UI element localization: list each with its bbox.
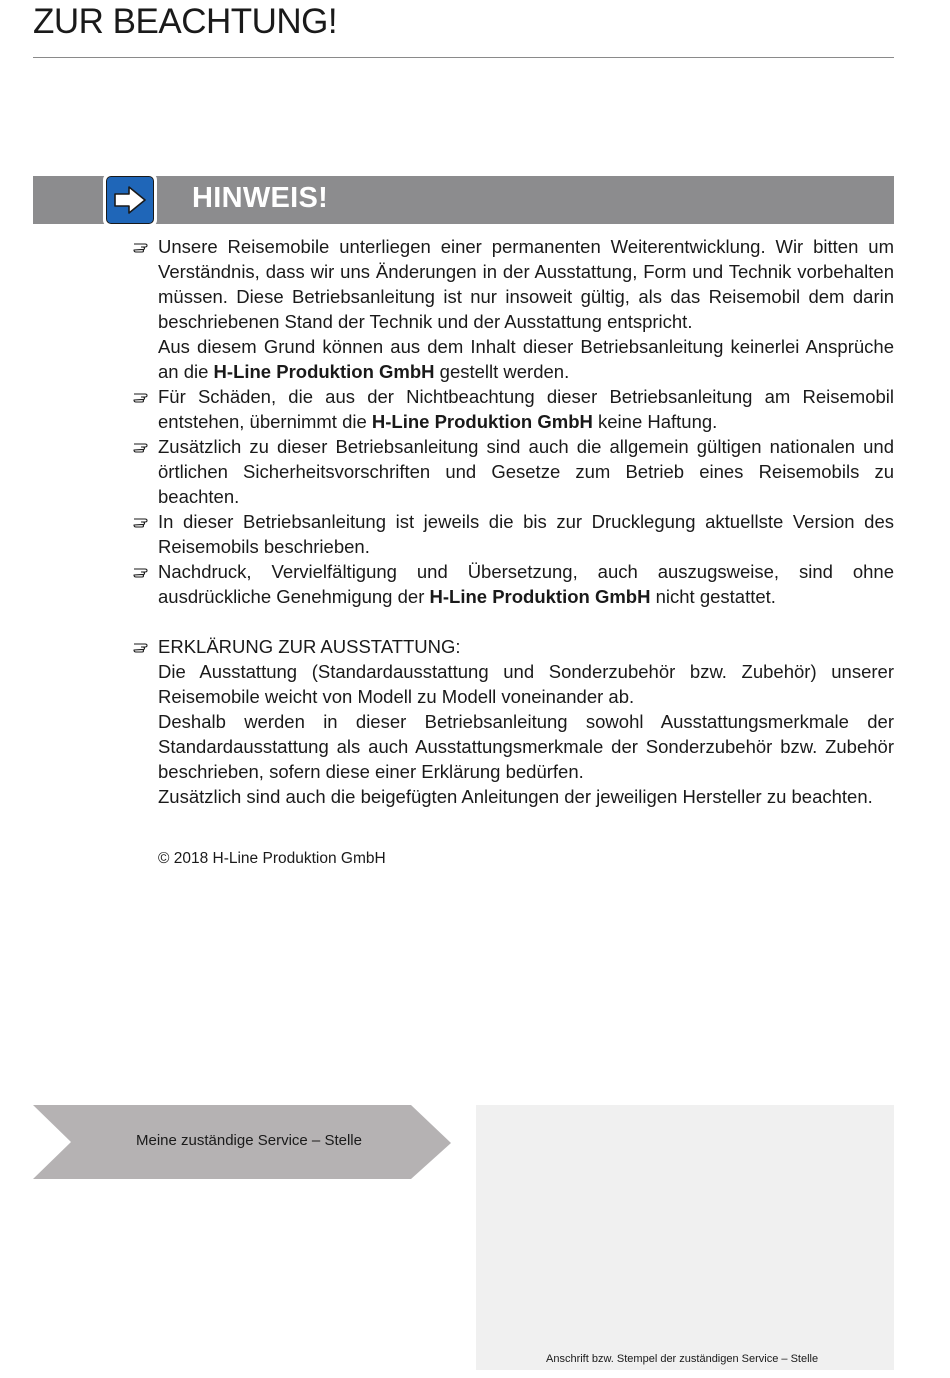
note-text: Für Schäden, die aus der Nichtbeachtung dieser Betriebsanleitung am Reisemobil entstehen, übernimmt die H-Line Produktion GmbH keine Haftung. [158,386,894,432]
notice-banner [33,176,894,224]
list-item [133,634,894,809]
list-item [133,559,894,609]
address-box-caption: Anschrift bzw. Stempel der zuständigen Service – Stelle [546,1353,819,1365]
list-item [133,234,894,384]
address-stamp-box [476,1105,894,1370]
page-title: ZUR BEACHTUNG! [33,2,338,41]
title-divider [33,57,894,58]
right-arrow-icon [103,173,157,227]
notice-heading: HINWEIS! [192,182,329,214]
note-text: Aus diesem Grund können aus dem Inhalt dieser Betriebsanleitung keinerlei Ansprüche an die H-Line Produktion GmbH gestellt werden. [158,336,894,382]
pointing-hand-icon [133,234,153,259]
section-heading: ERKLÄRUNG ZUR AUSSTATTUNG: [158,636,461,657]
notes-list [133,234,894,809]
spacer [133,609,894,634]
note-text: Zusätzlich zu dieser Betriebsanleitung sind auch die allgemein gültigen nationalen und örtlichen Sicherheitsvorschriften und Gesetze zum Betrieb eines Reisemobils zu beachten. [158,436,894,507]
company-name: H-Line Produktion GmbH [213,361,435,382]
list-item [133,509,894,559]
pointing-hand-icon [133,434,153,459]
note-text: Unsere Reisemobile unterliegen einer permanenten Weiterentwicklung. Wir bitten um Verständnis, dass wir uns Änderungen in der Ausstattung, Form und Technik vorbehalten müssen. Diese Betriebsanleitung ist nur insoweit gültig, als das Reisemobil dem darin beschriebenen Stand der Technik und der Ausstattung entspricht. [158,236,894,332]
note-text: Zusätzlich sind auch die beigefügten Anleitungen der jeweiligen Hersteller zu beachten. [158,786,873,807]
pointing-hand-icon [133,634,153,659]
service-label: Meine zuständige Service – Stelle [136,1132,362,1149]
list-item [133,434,894,509]
company-name: H-Line Produktion GmbH [371,411,593,432]
note-text: Nachdruck, Vervielfältigung und Übersetzung, auch auszugsweise, sind ohne ausdrückliche Genehmigung der H-Line Produktion GmbH nicht gestattet. [158,561,894,607]
pointing-hand-icon [133,509,153,534]
pointing-hand-icon [133,559,153,584]
list-item [133,384,894,434]
note-text: Die Ausstattung (Standardausstattung und Sonderzubehör bzw. Zubehör) unserer Reisemobile weicht von Modell zu Modell voneinander ab. [158,661,894,707]
pointing-hand-icon [133,384,153,409]
note-text: Deshalb werden in dieser Betriebsanleitung sowohl Ausstattungsmerkmale der Standardausstattung als auch Ausstattungsmerkmale der Sonderzubehör bzw. Zubehör beschrieben, sofern diese einer Erklärung bedürfen. [158,711,894,782]
note-text: In dieser Betriebsanleitung ist jeweils die bis zur Drucklegung aktuellste Version des Reisemobils beschrieben. [158,511,894,557]
copyright-notice: © 2018 H-Line Produktion GmbH [158,850,386,867]
company-name: H-Line Produktion GmbH [429,586,651,607]
